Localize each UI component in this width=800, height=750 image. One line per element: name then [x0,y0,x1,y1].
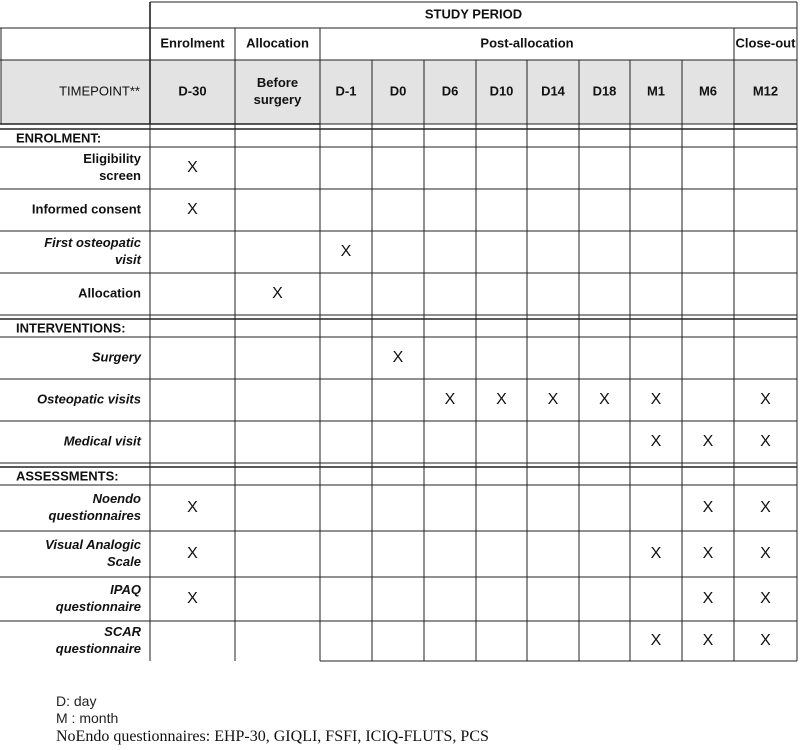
row-label: SCAR [104,623,141,639]
timepoint-2: surgery [253,91,302,107]
timepoint-2: Before [256,74,299,90]
mark-x: X [650,632,662,650]
mark-x: X [599,391,610,409]
section-title: ENROLMENT: [16,130,102,146]
mark-x: X [187,499,198,517]
timepoint-10: M6 [698,83,718,99]
timepoint-11: M12 [752,83,779,99]
mark-x: X [702,590,714,608]
mark-x: X [187,159,198,177]
row-label: Osteopatic visits [36,391,141,407]
section-title: INTERVENTIONS: [16,320,126,336]
row-label: Surgery [91,349,141,365]
mark-x: X [760,545,771,563]
mark-x: X [760,590,771,608]
mark-x: X [760,632,771,650]
mark-x: X [187,590,198,608]
timepoint-8: D18 [592,83,617,99]
timepoint-label: TIMEPOINT** [59,83,140,99]
mark-x: X [702,632,714,650]
footnotes [56,693,796,746]
row-label: Allocation [78,285,141,301]
section-title: ASSESSMENTS: [16,468,119,484]
row-label: IPAQ [110,581,141,597]
phase-label: Close-out [735,35,796,51]
row-label: questionnaire [55,598,141,614]
mark-x: X [702,545,714,563]
row-label: Medical visit [63,433,141,449]
mark-x: X [702,433,714,451]
row-label: First osteopatic [44,234,141,250]
timepoint-6: D10 [489,83,514,99]
study-period-title: STUDY PERIOD [424,6,523,22]
mark-x: X [760,499,771,517]
mark-x: X [650,545,662,563]
mark-x: X [340,243,352,261]
mark-x: X [760,391,771,409]
mark-x: X [496,391,507,409]
timepoint-9: M1 [646,83,666,99]
row-label: Scale [107,553,141,569]
mark-x: X [444,391,456,409]
mark-x: X [272,285,283,303]
row-label: Visual Analogic [45,536,141,552]
footnote-month: M : month [56,710,119,726]
mark-x: X [392,349,404,367]
mark-x: X [650,391,662,409]
row-label: screen [99,167,141,183]
timepoint-3: D-1 [335,83,357,99]
mark-x: X [187,545,198,563]
mark-x: X [702,499,714,517]
row-label: questionnaire [55,640,141,656]
phase-label: Enrolment [160,35,225,51]
timepoint-4: D0 [389,83,407,99]
timepoint-7: D14 [541,83,565,99]
timepoint-1: D-30 [178,83,207,99]
row-label: Eligibility [83,150,141,166]
footnote-day: D: day [56,693,97,709]
row-label: Informed consent [31,201,141,217]
phase-label: Allocation [246,35,309,51]
row-label: Noendo [92,490,141,506]
footnote-noendo: NoEndo questionnaires: EHP-30, GIQLI, FSFI, ICIQ-FLUTS, PCS [56,728,489,745]
row-label: visit [114,251,141,267]
mark-x: X [650,433,662,451]
row-label: questionnaires [48,507,141,523]
phase-label: Post-allocation [480,35,574,51]
mark-x: X [187,201,198,219]
mark-x: X [547,391,559,409]
mark-x: X [760,433,771,451]
timepoint-5: D6 [441,83,459,99]
